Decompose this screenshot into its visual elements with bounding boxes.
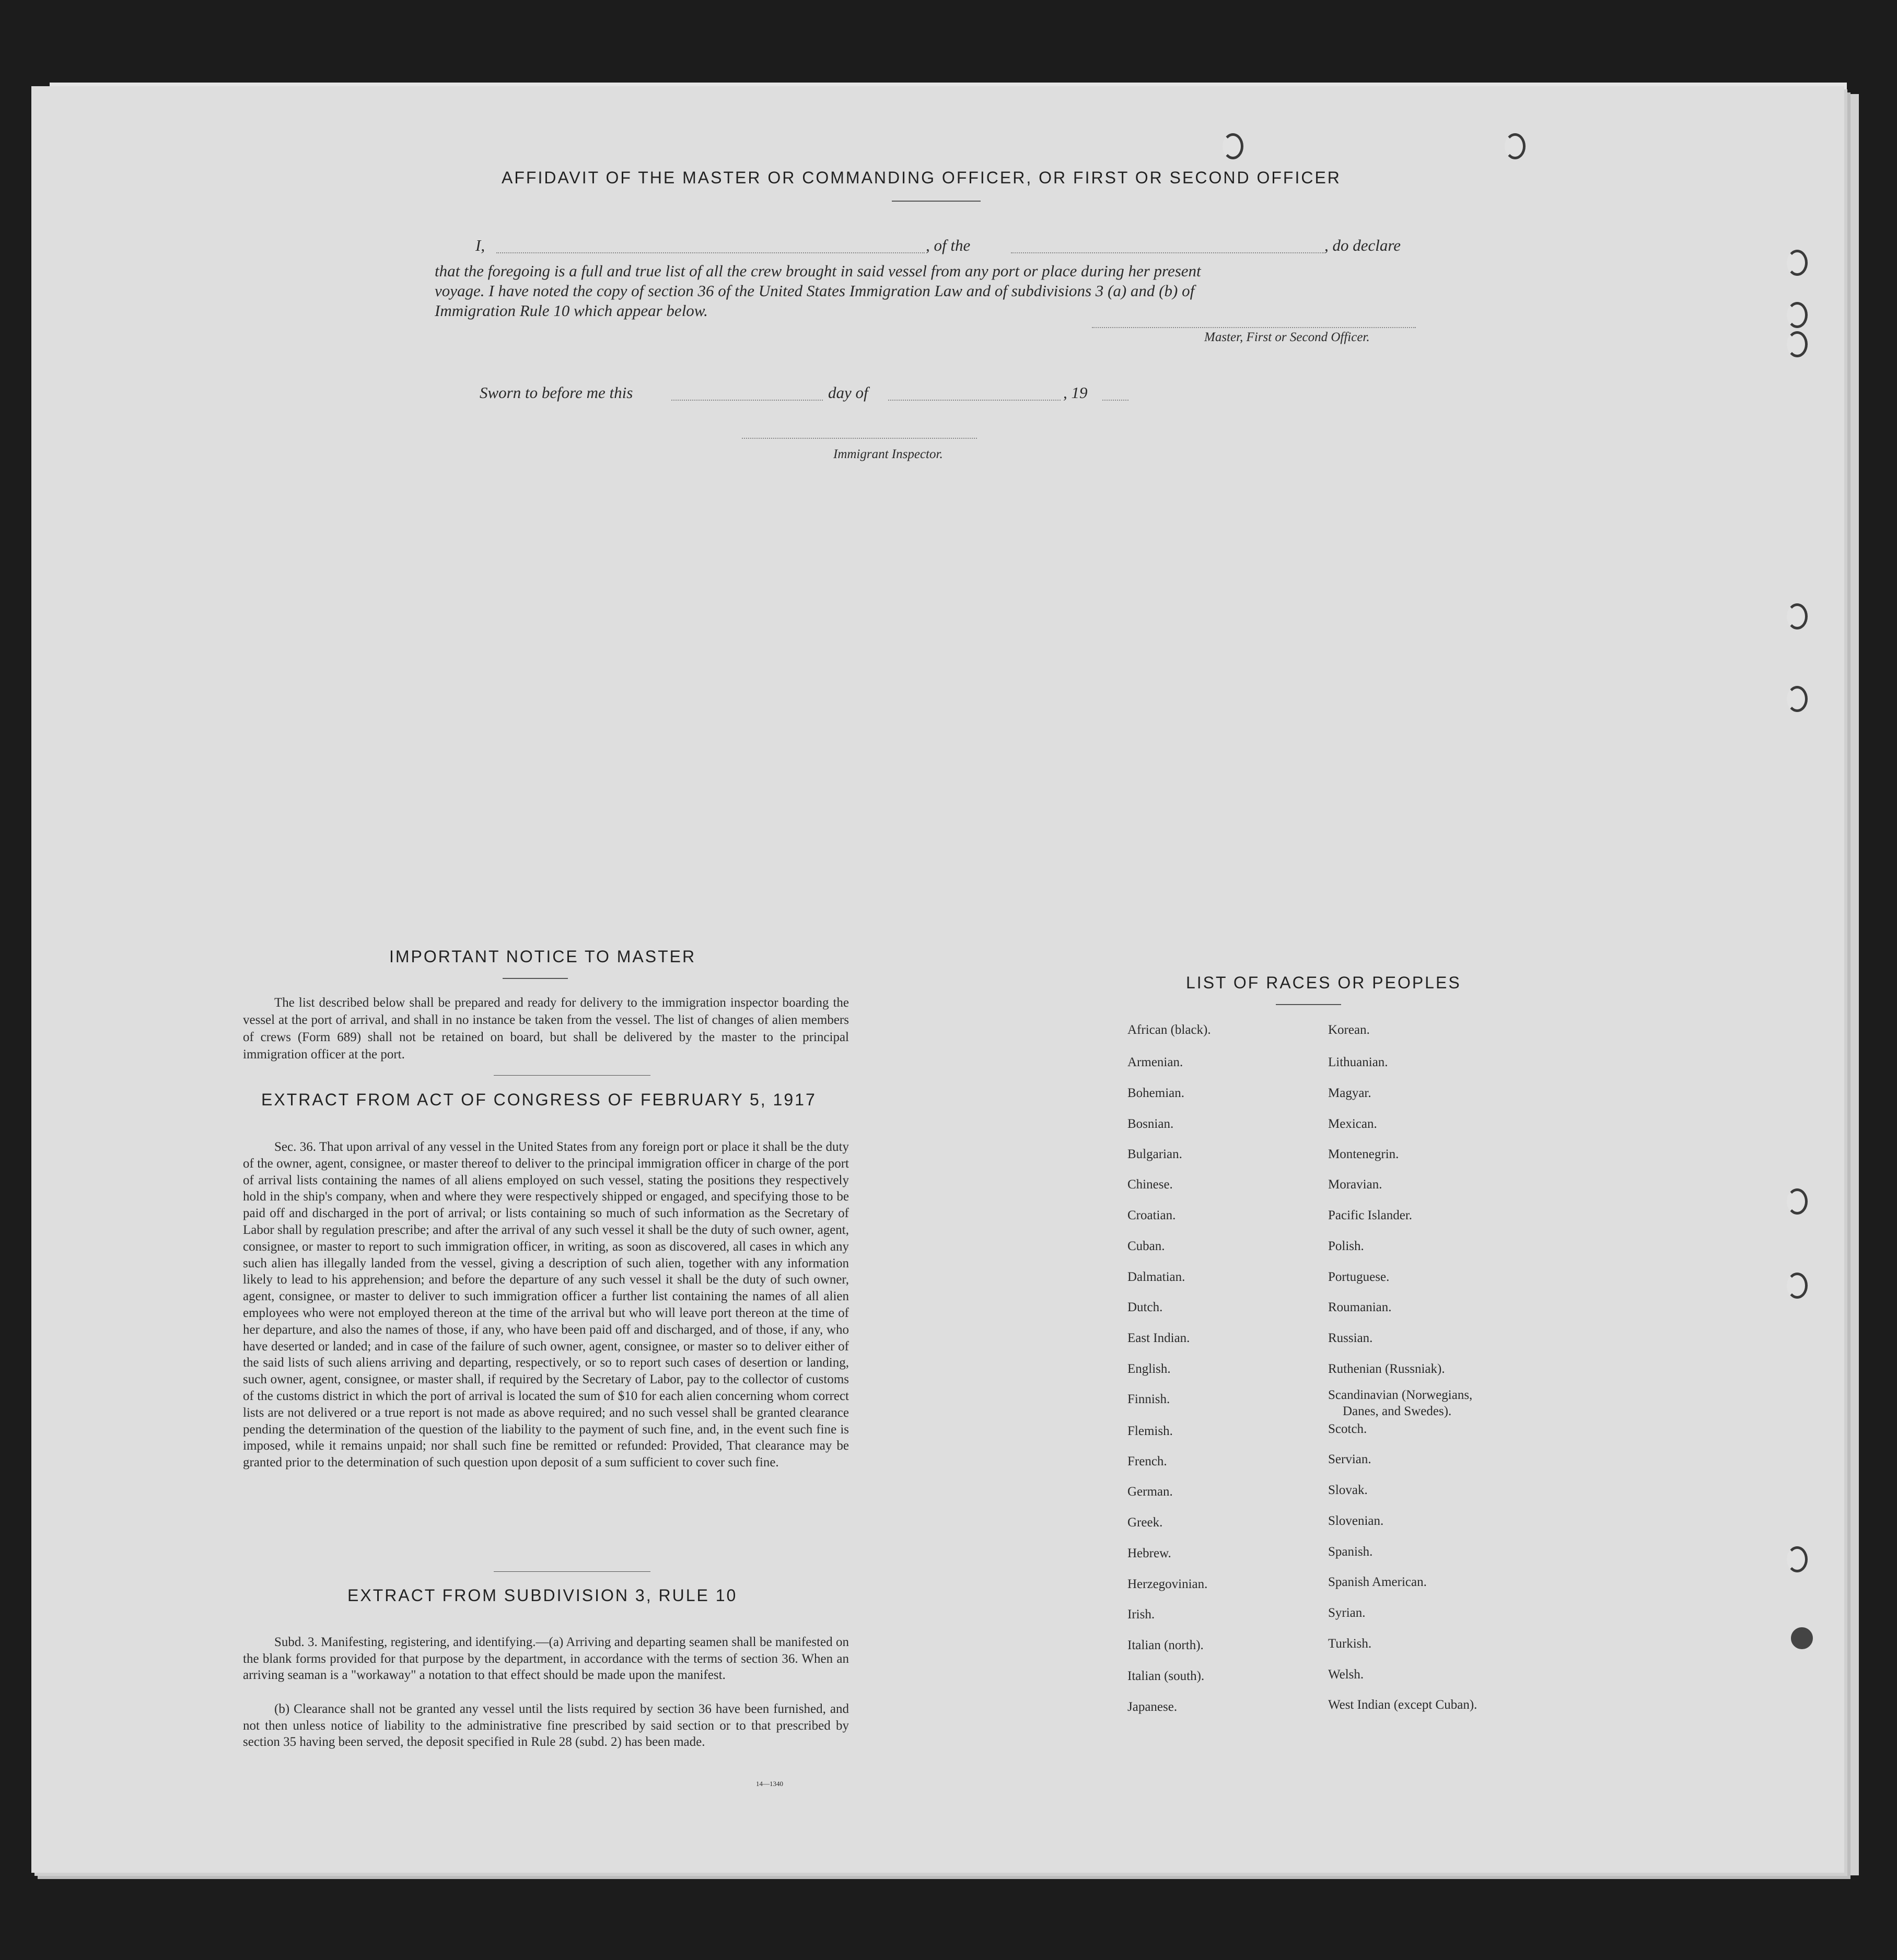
race-item: Spanish. <box>1328 1545 1373 1559</box>
race-item: Hebrew. <box>1127 1546 1171 1560</box>
punch-hole-icon <box>1791 1627 1813 1649</box>
punch-hole-icon <box>1223 133 1243 159</box>
month-blank <box>888 400 1061 401</box>
race-item: Montenegrin. <box>1328 1147 1399 1161</box>
act-text: Sec. 36. That upon arrival of any vessel in the United States from any foreign port or place it shall be the duty of the owner, agent, consignee, or master thereof to deliver to the principal immigration officer in charge of the port of arrival lists containing the names of all aliens employed on such vessel, stating the positions they respectively hold in the ship's company, when and where they were respectively shipped or engaged, and specifying those to be paid off and discharged in the port of arrival; or lists containing so much of such information as the Secretary of Labor shall by regulation prescribe; and after the arrival of any such vessel it shall be the duty of such owner, agent, consignee, or master to report to such immigration officer, in writing, as soon as discovered, all cases in which any such alien has illegally landed from the vessel, giving a description of such alien, together with any information likely to lead to his apprehension; and before the departure of any such vessel it shall be the duty of such owner, agent, consignee, or master to deliver to such immigration officer a further list containing the names of all alien employees who were not employed thereon at the time of the arrival but who will leave port thereon at the time of her departure, and also the names of those, if any, who have been paid off and discharged, and of those, if any, who have deserted or landed; and in case of the failure of such owner, agent, consignee, or master so to deliver either of the said lists of such aliens arriving and departing, respectively, or so to report such cases of desertion or landing, such owner, agent, consignee, or master shall, if required by the Secretary of Labor, pay to the collector of customs of the customs district in which the port of arrival is located the sum of $10 for each alien concerning whom correct lists are not delivered or a true report is not made as above required; and no such vessel shall be granted clearance pending the determination of the question of the liability to the payment of such fine, and, in the event such fine is imposed, while it remains unpaid; nor shall such fine be remitted or refunded: Provided, That clearance may be granted prior to the determination of such question upon deposit of a sum sufficient to cover such fine. <box>243 1140 849 1470</box>
race-item: Moravian. <box>1328 1177 1382 1192</box>
rule-text-a: Subd. 3. Manifesting, registering, and identifying.—(a) Arriving and departing seamen shall be manifested on the blank forms provided for that purpose by the department, in accordance with the terms of section 36. When an arriving seaman is a "workaway" a notation to that effect should be made upon the manifest. <box>243 1635 849 1682</box>
race-item: Italian (south). <box>1127 1669 1205 1683</box>
race-item: Scotch. <box>1328 1422 1367 1436</box>
signer-caption: Master, First or Second Officer. <box>1204 330 1370 344</box>
race-item: Armenian. <box>1127 1055 1183 1069</box>
race-item: Chinese. <box>1127 1177 1173 1192</box>
rule-title: EXTRACT FROM SUBDIVISION 3, RULE 10 <box>347 1586 738 1605</box>
affidavit-title: AFFIDAVIT OF THE MASTER OR COMMANDING OFFICER, OR FIRST OR SECOND OFFICER <box>502 168 1341 187</box>
race-item: East Indian. <box>1127 1331 1190 1345</box>
race-item: Pacific Islander. <box>1328 1208 1413 1222</box>
race-item: Dutch. <box>1127 1300 1163 1314</box>
inspector-blank <box>742 438 977 439</box>
punch-hole-icon <box>1505 133 1526 159</box>
race-item: Slovak. <box>1328 1483 1368 1497</box>
race-item: French. <box>1127 1454 1167 1468</box>
affidavit-of-the: , of the <box>926 236 971 254</box>
punch-hole-icon <box>1787 1188 1808 1215</box>
notice-title: IMPORTANT NOTICE TO MASTER <box>389 947 696 966</box>
race-item: Japanese. <box>1127 1700 1178 1714</box>
section-divider <box>494 1571 650 1572</box>
form-number: 14—1340 <box>756 1780 783 1788</box>
punch-hole-icon <box>1787 250 1808 276</box>
title-divider <box>892 201 981 202</box>
race-item: Bosnian. <box>1127 1117 1174 1131</box>
race-item: Spanish American. <box>1328 1575 1427 1589</box>
document-page <box>31 86 1844 1873</box>
race-item: Lithuanian. <box>1328 1055 1388 1069</box>
race-item: Roumanian. <box>1328 1300 1392 1314</box>
affidavit-i: I, <box>475 236 485 254</box>
affidavit-body <box>435 261 1433 321</box>
race-item: Bohemian. <box>1127 1086 1185 1100</box>
year-blank <box>1102 400 1128 401</box>
race-item: Russian. <box>1328 1331 1373 1345</box>
day-blank <box>671 400 823 401</box>
race-item: Ruthenian (Russniak). <box>1328 1362 1445 1376</box>
notice-text: The list described below shall be prepared and ready for delivery to the immigration inspector boarding the vessel at the port of arrival, and shall in no instance be taken from the vessel. The list of changes of alien members of crews (Form 689) shall not be retained on board, but shall be delivered by the master to the principal immigration officer at the port. <box>243 996 849 1061</box>
race-item: Flemish. <box>1127 1424 1173 1438</box>
races-divider <box>1276 1004 1341 1005</box>
affidavit-body-line: Immigration Rule 10 which appear below. <box>435 301 708 320</box>
affidavit-body-line: voyage. I have noted the copy of section 36 of the United States Immigration Law and of subdivisions 3 (a) and (b) of <box>435 282 1195 300</box>
act-title: EXTRACT FROM ACT OF CONGRESS OF FEBRUARY 5, 1917 <box>261 1090 817 1109</box>
punch-hole-icon <box>1787 603 1808 629</box>
race-item: Scandinavian (Norwegians, <box>1328 1388 1473 1402</box>
race-item: Finnish. <box>1127 1392 1170 1406</box>
race-item: Danes, and Swedes). <box>1343 1404 1452 1418</box>
punch-hole-icon <box>1787 686 1808 712</box>
rule-text-b: (b) Clearance shall not be granted any vessel until the lists required by section 36 have been furnished, and not then unless notice of liability to the administrative fine prescribed by said section or to that prescribed by section 35 having been served, the deposit specified in Rule 28 (subd. 2) has been made. <box>243 1702 849 1749</box>
race-item: Slovenian. <box>1328 1514 1384 1528</box>
punch-hole-icon <box>1787 1273 1808 1299</box>
race-item: Croatian. <box>1127 1208 1176 1222</box>
race-item: Mexican. <box>1328 1117 1377 1131</box>
affidavit-declare: , do declare <box>1324 236 1401 254</box>
day-of-label: day of <box>828 383 868 402</box>
page-edge-side <box>1844 94 1859 1875</box>
race-item: Polish. <box>1328 1239 1364 1253</box>
races-title: LIST OF RACES OR PEOPLES <box>1186 973 1461 992</box>
race-item: West Indian (except Cuban). <box>1328 1698 1477 1712</box>
race-item: Syrian. <box>1328 1606 1366 1620</box>
race-item: Cuban. <box>1127 1239 1165 1253</box>
signature-blank <box>1092 327 1416 328</box>
race-item: Greek. <box>1127 1515 1163 1530</box>
race-item: German. <box>1127 1485 1173 1499</box>
name-blank <box>496 252 925 253</box>
year-label: , 19 <box>1063 383 1088 402</box>
section-divider <box>494 1075 650 1076</box>
race-item: Bulgarian. <box>1127 1147 1182 1161</box>
punch-hole-icon <box>1787 331 1808 357</box>
race-item: Herzegovinian. <box>1127 1577 1208 1591</box>
race-item: English. <box>1127 1362 1171 1376</box>
inspector-caption: Immigrant Inspector. <box>833 447 943 461</box>
race-item: Servian. <box>1328 1452 1371 1466</box>
sworn-label: Sworn to before me this <box>480 383 633 402</box>
affidavit-body-line: that the foregoing is a full and true list of all the crew brought in said vessel from any port or place during her present <box>435 262 1201 280</box>
punch-hole-icon <box>1787 1546 1808 1572</box>
punch-hole-icon <box>1787 302 1808 328</box>
race-item: Magyar. <box>1328 1086 1371 1100</box>
race-item: Italian (north). <box>1127 1638 1204 1652</box>
race-item: African (black). <box>1127 1023 1211 1037</box>
notice-divider <box>503 978 568 979</box>
race-item: Portuguese. <box>1328 1270 1390 1284</box>
race-item: Turkish. <box>1328 1637 1372 1651</box>
race-item: Korean. <box>1328 1023 1370 1037</box>
race-item: Irish. <box>1127 1607 1155 1621</box>
vessel-blank <box>1011 252 1324 253</box>
race-item: Welsh. <box>1328 1667 1364 1682</box>
race-item: Dalmatian. <box>1127 1270 1185 1284</box>
